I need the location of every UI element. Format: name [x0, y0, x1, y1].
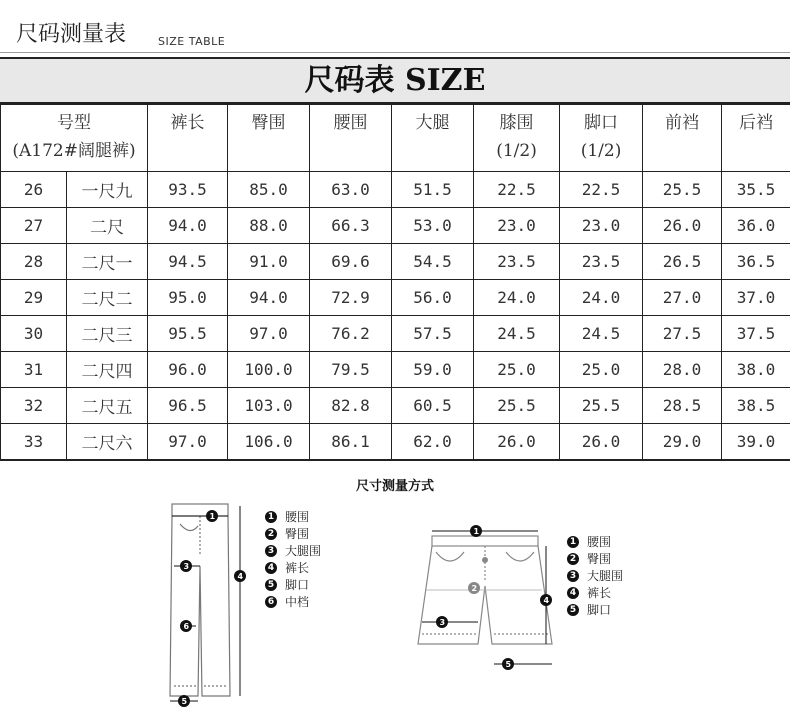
measurement-cell: 69.6 [310, 244, 392, 280]
measurement-cell: 38.5 [722, 388, 790, 424]
legend-number-icon: 4 [265, 562, 277, 574]
svg-text:5: 5 [181, 697, 188, 706]
measurement-cell: 25.0 [474, 352, 560, 388]
measurement-cell: 24.5 [560, 316, 643, 352]
measurement-cell: 37.0 [722, 280, 790, 316]
header-model-sub: (A172#阔腿裤) [12, 141, 136, 161]
legend-number-icon: 5 [265, 579, 277, 591]
measurement-cell: 53.0 [392, 208, 474, 244]
measurement-cell: 95.0 [148, 280, 228, 316]
measurement-cell: 100.0 [228, 352, 310, 388]
measurement-cell: 23.0 [560, 208, 643, 244]
legend-number-icon: 6 [265, 596, 277, 608]
measurement-cell: 23.5 [474, 244, 560, 280]
table-row [1, 244, 790, 280]
legend-item [567, 550, 623, 567]
measurement-cell: 24.0 [474, 280, 560, 316]
measurement-cell: 36.0 [722, 208, 790, 244]
page-subtitle: SIZE TABLE [158, 35, 226, 48]
measurement-cell: 96.5 [148, 388, 228, 424]
legend-label: 脚口 [587, 603, 612, 617]
legend-number-icon: 3 [265, 545, 277, 557]
size-number-cell: 32 [1, 388, 67, 424]
measurement-cell: 93.5 [148, 172, 228, 208]
measurement-cell: 23.0 [474, 208, 560, 244]
measurement-cell: 51.5 [392, 172, 474, 208]
measurement-cell: 106.0 [228, 424, 310, 461]
legend-label: 腰围 [587, 535, 612, 549]
legend-number-icon: 2 [567, 553, 579, 565]
legend-item [265, 508, 321, 525]
size-number-cell: 31 [1, 352, 67, 388]
measurement-cell: 82.8 [310, 388, 392, 424]
size-name-cell: 一尺九 [67, 172, 148, 208]
measurement-cell: 94.0 [228, 280, 310, 316]
legend-number-icon: 5 [567, 604, 579, 616]
legend-label: 腰围 [285, 510, 310, 524]
measurement-cell: 66.3 [310, 208, 392, 244]
header-label: 大腿 [415, 113, 450, 133]
measurement-cell: 35.5 [722, 172, 790, 208]
measurement-cell: 91.0 [228, 244, 310, 280]
svg-text:4: 4 [543, 596, 550, 605]
legend-label: 脚口 [285, 578, 310, 592]
size-number-cell: 30 [1, 316, 67, 352]
legend-item [567, 533, 623, 550]
measurement-cell: 76.2 [310, 316, 392, 352]
measurement-cell: 39.0 [722, 424, 790, 461]
measurement-cell: 29.0 [643, 424, 722, 461]
size-number-cell: 29 [1, 280, 67, 316]
header-label: 臀围 [251, 113, 286, 133]
measurement-cell: 94.0 [148, 208, 228, 244]
header-label: 脚口 [584, 113, 619, 133]
size-table [0, 104, 790, 461]
shorts-markers [436, 525, 552, 670]
measurement-cell: 24.0 [560, 280, 643, 316]
legend-number-icon: 4 [567, 587, 579, 599]
measurement-cell: 86.1 [310, 424, 392, 461]
size-name-cell: 二尺四 [67, 352, 148, 388]
measurement-cell: 25.5 [643, 172, 722, 208]
measurement-cell: 24.5 [474, 316, 560, 352]
legend-label: 裤长 [587, 586, 612, 600]
measurement-cell: 26.0 [560, 424, 643, 461]
measurement-cell: 103.0 [228, 388, 310, 424]
legend-label: 臀围 [587, 552, 612, 566]
size-name-cell: 二尺六 [67, 424, 148, 461]
measurement-cell: 88.0 [228, 208, 310, 244]
size-table-banner: 尺码表 SIZE [0, 57, 790, 104]
legend-number-icon: 3 [567, 570, 579, 582]
header-sub: (1/2) [580, 141, 622, 161]
header-label: 腰围 [333, 113, 368, 133]
table-row [1, 424, 790, 461]
pants-diagram [160, 496, 260, 711]
measurement-cell: 28.0 [643, 352, 722, 388]
size-number-cell: 26 [1, 172, 67, 208]
measurement-cell: 37.5 [722, 316, 790, 352]
header-label: 膝围 [499, 113, 534, 133]
measurement-cell: 72.9 [310, 280, 392, 316]
svg-text:4: 4 [237, 572, 244, 581]
button-detail [482, 557, 488, 563]
table-row [1, 352, 790, 388]
table-row [1, 388, 790, 424]
shorts-diagram [412, 520, 562, 680]
header-label: 裤长 [170, 113, 205, 133]
measurement-cell: 97.0 [228, 316, 310, 352]
measurement-cell: 59.0 [392, 352, 474, 388]
legend-label: 裤长 [285, 561, 310, 575]
legend-label: 中档 [285, 595, 310, 609]
measurement-cell: 27.0 [643, 280, 722, 316]
legend-item [567, 567, 623, 584]
measurement-cell: 25.0 [560, 352, 643, 388]
legend-number-icon: 1 [567, 536, 579, 548]
legend-item [265, 593, 321, 610]
legend-item [265, 576, 321, 593]
measurement-cell: 28.5 [643, 388, 722, 424]
size-name-cell: 二尺 [67, 208, 148, 244]
header-column [722, 105, 790, 172]
svg-text:1: 1 [473, 527, 480, 536]
measurement-cell: 22.5 [560, 172, 643, 208]
legend-number-icon: 2 [265, 528, 277, 540]
measurement-cell: 54.5 [392, 244, 474, 280]
measurement-cell: 62.0 [392, 424, 474, 461]
header-column [560, 105, 643, 172]
measurement-cell: 57.5 [392, 316, 474, 352]
header-label: 前裆 [665, 113, 700, 133]
header-column [228, 105, 310, 172]
header-label: 后裆 [739, 113, 774, 133]
measurement-cell: 27.5 [643, 316, 722, 352]
table-row [1, 316, 790, 352]
header-divider [0, 52, 790, 53]
measurement-cell: 23.5 [560, 244, 643, 280]
measurement-cell: 56.0 [392, 280, 474, 316]
legend-number-icon: 1 [265, 511, 277, 523]
page-header [0, 0, 790, 50]
measurement-cell: 63.0 [310, 172, 392, 208]
svg-text:3: 3 [183, 562, 190, 571]
measurement-cell: 94.5 [148, 244, 228, 280]
header-column [643, 105, 722, 172]
header-column [148, 105, 228, 172]
table-header-row [1, 105, 790, 172]
shorts-legend [567, 533, 623, 618]
size-number-cell: 33 [1, 424, 67, 461]
pants-markers [178, 510, 246, 707]
measurement-cell: 22.5 [474, 172, 560, 208]
measurement-cell: 26.5 [643, 244, 722, 280]
legend-label: 臀围 [285, 527, 310, 541]
legend-label: 大腿围 [285, 544, 322, 558]
measurement-cell: 36.5 [722, 244, 790, 280]
size-name-cell: 二尺五 [67, 388, 148, 424]
size-name-cell: 二尺二 [67, 280, 148, 316]
size-name-cell: 二尺三 [67, 316, 148, 352]
svg-text:2: 2 [471, 584, 478, 593]
legend-item [265, 542, 321, 559]
legend-item [567, 584, 623, 601]
measurement-cell: 25.5 [560, 388, 643, 424]
table-row [1, 208, 790, 244]
measurement-cell: 38.0 [722, 352, 790, 388]
header-column [474, 105, 560, 172]
measurement-cell: 95.5 [148, 316, 228, 352]
measurement-cell: 96.0 [148, 352, 228, 388]
header-column [392, 105, 474, 172]
measurement-cell: 26.0 [643, 208, 722, 244]
size-number-cell: 27 [1, 208, 67, 244]
measurement-cell: 97.0 [148, 424, 228, 461]
header-model [1, 105, 148, 172]
legend-item [567, 601, 623, 618]
table-row [1, 172, 790, 208]
measurement-cell: 85.0 [228, 172, 310, 208]
measurement-method-title: 尺寸测量方式 [355, 479, 434, 494]
measurement-cell: 60.5 [392, 388, 474, 424]
pants-legend [265, 508, 321, 610]
measurement-cell: 26.0 [474, 424, 560, 461]
svg-text:5: 5 [505, 660, 512, 669]
size-number-cell: 28 [1, 244, 67, 280]
table-row [1, 280, 790, 316]
page-title: 尺码测量表 [16, 22, 127, 47]
header-model-label: 号型 [57, 113, 91, 133]
header-sub: (1/2) [496, 141, 537, 161]
svg-text:3: 3 [439, 618, 446, 627]
size-name-cell: 二尺一 [67, 244, 148, 280]
legend-label: 大腿围 [587, 569, 624, 583]
measurement-cell: 25.5 [474, 388, 560, 424]
legend-item [265, 525, 321, 542]
legend-item [265, 559, 321, 576]
svg-text:1: 1 [209, 512, 216, 521]
measurement-cell: 79.5 [310, 352, 392, 388]
svg-text:6: 6 [183, 622, 190, 631]
header-column [310, 105, 392, 172]
